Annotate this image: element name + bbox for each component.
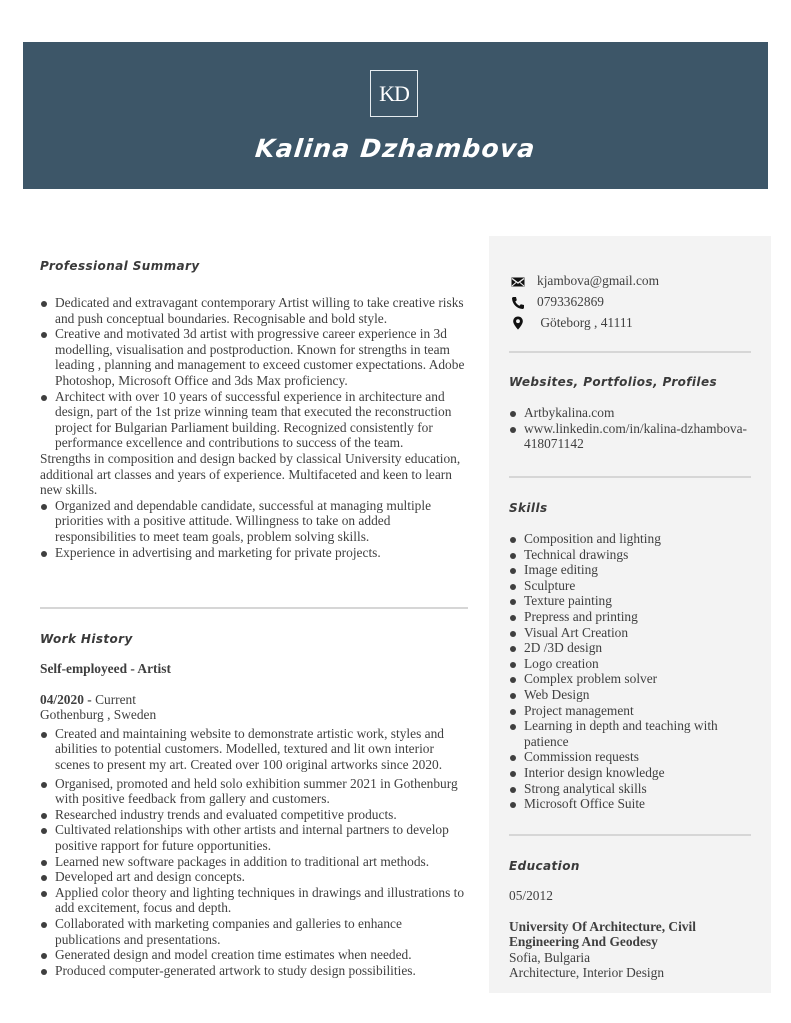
summary-bullet: Architect with over 10 years of successful experience in architecture and design, part of the 1st prize winning team that executed the reconstruction project for Bulgarian Parliament building. Recognized consistently for performance excellence and contributions to success of the team.	[40, 389, 470, 451]
job-duties-list	[40, 726, 470, 979]
section-heading-summary: Professional Summary	[40, 259, 200, 273]
education-section	[509, 859, 751, 981]
summary-list-bottom	[40, 498, 470, 560]
contact-location	[509, 315, 751, 336]
section-heading-websites: Websites, Portfolios, Profiles	[509, 375, 718, 389]
education-school: University Of Architecture, Civil Engineering And Geodesy	[509, 918, 696, 950]
job-duty: Produced computer-generated artwork to study design possibilities.	[40, 963, 470, 979]
job-duty: Learned new software packages in addition to traditional art methods.	[40, 854, 470, 870]
contact-email	[509, 273, 751, 294]
resume-header	[23, 42, 768, 189]
skill-item: Commission requests	[509, 749, 751, 765]
job-duty: Created and maintaining website to demonstrate artistic work, styles and abilities to potential customers. Modelled, textured and lit own interior scenes to present my art. Created over 100 original artworks since 2020.	[40, 726, 470, 773]
email-link[interactable]: kjambova@gmail.com	[537, 273, 660, 288]
location-text: Göteborg , 41111	[537, 315, 633, 330]
skill-item: Technical drawings	[509, 547, 751, 563]
job-duty: Cultivated relationships with other artists and internal partners to develop positive rapport for future opportunities.	[40, 822, 470, 853]
section-divider	[40, 607, 468, 609]
job-title: Self-employeed - Artist	[40, 661, 171, 676]
job-duty: Organised, promoted and held solo exhibition summer 2021 in Gothenburg with positive feedback from gallery and customers.	[40, 776, 470, 807]
websites-list	[509, 405, 751, 452]
section-heading-skills: Skills	[509, 501, 548, 515]
job-end-date: Current	[95, 691, 136, 707]
education-date: 05/2012	[509, 888, 553, 903]
summary-bullet: Dedicated and extravagant contemporary Artist willing to take creative risks and push conceptual boundaries. Recognisable and bold style.	[40, 295, 470, 326]
skill-item: Complex problem solver	[509, 671, 751, 687]
section-heading-education: Education	[509, 859, 580, 873]
monogram-logo: KD	[370, 70, 418, 117]
skill-item: Microsoft Office Suite	[509, 796, 751, 812]
work-history-section	[40, 632, 470, 978]
education-field: Architecture, Interior Design	[509, 965, 665, 981]
skill-item: Sculpture	[509, 578, 751, 594]
section-heading-work: Work History	[40, 632, 133, 646]
contact-section	[509, 273, 751, 336]
phone-number: 0793362869	[537, 294, 604, 309]
summary-paragraph: Strengths in composition and design backed by classical University education, additional art classes and years of experience. Multifaceted and keen to learn new skills.	[40, 450, 461, 498]
envelope-icon	[511, 275, 525, 289]
section-divider	[509, 476, 751, 478]
skill-item: Logo creation	[509, 656, 751, 672]
section-divider	[509, 834, 751, 836]
summary-section	[40, 295, 470, 560]
skill-item: Image editing	[509, 562, 751, 578]
map-pin-icon	[511, 316, 525, 330]
skill-item: Learning in depth and teaching with patience	[509, 718, 751, 749]
main-column	[40, 259, 470, 560]
summary-bullet: Creative and motivated 3d artist with progressive career experience in 3d modelling, visualisation and postproduction. Known for strengths in team leading , planning and management to exceed customer expectations. Adobe Photoshop, Microsoft Office and 3ds Max proficiency.	[40, 326, 470, 388]
skill-item: Web Design	[509, 687, 751, 703]
job-start-date: 04/2020 -	[40, 691, 92, 707]
job-dates	[40, 692, 470, 708]
skill-item: Project management	[509, 703, 751, 719]
websites-section	[509, 375, 751, 452]
skill-item: Strong analytical skills	[509, 781, 751, 797]
skill-item: Interior design knowledge	[509, 765, 751, 781]
skill-item: Prepress and printing	[509, 609, 751, 625]
phone-icon	[511, 296, 525, 310]
job-duty: Generated design and model creation time estimates when needed.	[40, 947, 470, 963]
website-link[interactable]: Artbykalina.com	[509, 405, 751, 421]
job-duty: Developed art and design concepts.	[40, 869, 470, 885]
skill-item: Composition and lighting	[509, 531, 751, 547]
contact-phone	[509, 294, 751, 315]
summary-list-top	[40, 295, 470, 451]
section-divider	[509, 351, 751, 353]
skill-item: 2D /3D design	[509, 640, 751, 656]
job-duty: Collaborated with marketing companies and galleries to enhance publications and presentations.	[40, 916, 470, 947]
skills-list	[509, 531, 751, 812]
job-duty: Researched industry trends and evaluated competitive products.	[40, 807, 470, 823]
summary-bullet: Organized and dependable candidate, successful at managing multiple priorities with a positive attitude. Willingness to take on added responsibilities to meet team goals, problem solving skills.	[40, 498, 470, 545]
website-link[interactable]: www.linkedin.com/in/kalina-dzhambova-418071142	[509, 421, 751, 452]
sidebar	[489, 236, 771, 993]
skills-section	[509, 501, 751, 812]
skill-item: Texture painting	[509, 593, 751, 609]
education-location: Sofia, Bulgaria	[509, 949, 591, 965]
candidate-name: Kalina Dzhambova	[253, 134, 538, 163]
summary-bullet: Experience in advertising and marketing for private projects.	[40, 545, 470, 561]
skill-item: Visual Art Creation	[509, 625, 751, 641]
job-location: Gothenburg , Sweden	[40, 707, 157, 723]
job-duty: Applied color theory and lighting techniques in drawings and illustrations to add excitement, focus and depth.	[40, 885, 470, 916]
